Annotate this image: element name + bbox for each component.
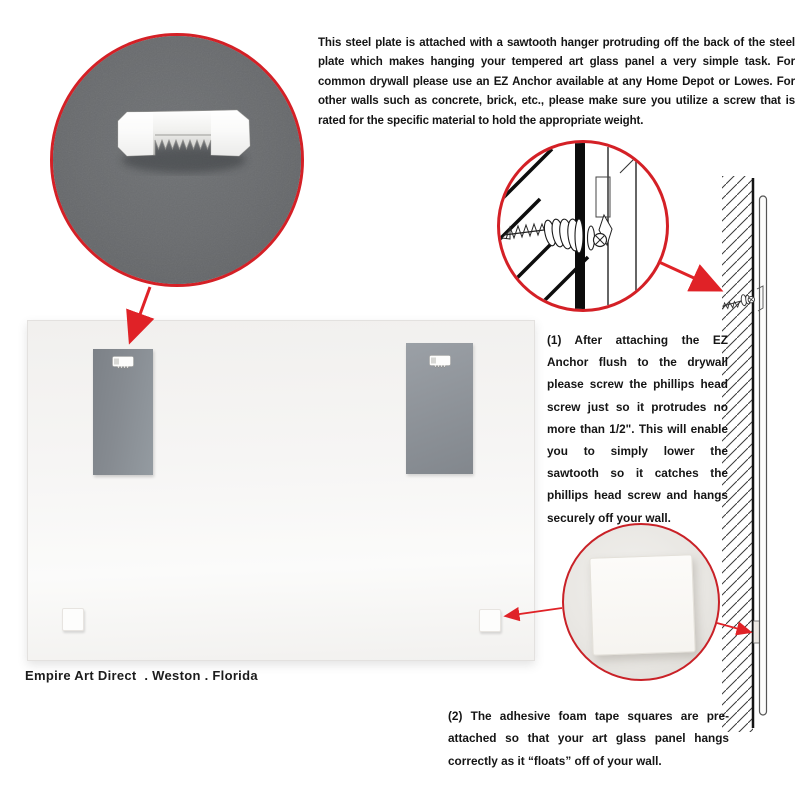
glass-panel-back [27, 320, 535, 661]
step1-text: (1) After attaching the EZ Anchor flush to the drywall please screw the phillips head screw just so it protrudes no more than 1/2". This will enable you to simply lower the sawtooth so it catches the phillips head screw and hangs securely off your wall. [547, 333, 728, 525]
sawtooth-hanger-small-icon [429, 355, 451, 368]
hanger-left-tab-highlight [118, 112, 153, 156]
ez-anchor-callout [497, 140, 669, 312]
intro-paragraph: This steel plate is attached with a sawtooth hanger protruding off the back of the steel plate which makes hanging your tempered art glass panel a very simple task. For common drywall please use an EZ Anchor available at any Home Depot or Lowes. For other walls such as concrete, brick, etc., please make sure you utilize a screw that is rated for the specific material to hold the appropriate weight. [318, 37, 795, 127]
ez-anchor-diagram [500, 143, 666, 309]
step2-text: (2) The adhesive foam tape squares are pre-attached so that your art glass panel hangs correctly as it “floats” off of your wall. [448, 709, 729, 768]
foam-tape-square-left [62, 608, 84, 631]
steel-plate-left [93, 349, 153, 475]
sawtooth-hanger-closeup-image [53, 36, 301, 284]
foam-tape-square-closeup [589, 554, 695, 656]
foam-tape-square-right [479, 609, 501, 632]
hatch-thin-line [620, 147, 646, 173]
foam-tape-closeup-callout [562, 523, 720, 681]
glass-panel-profile [760, 196, 767, 715]
sawtooth-closeup-callout [50, 33, 304, 287]
steel-plate-right [406, 343, 473, 474]
sawtooth-hanger-small-icon [112, 356, 134, 369]
hanger-right-tab-highlight [211, 110, 250, 156]
brand-footer: Empire Art Direct . Weston . Florida [25, 668, 258, 683]
